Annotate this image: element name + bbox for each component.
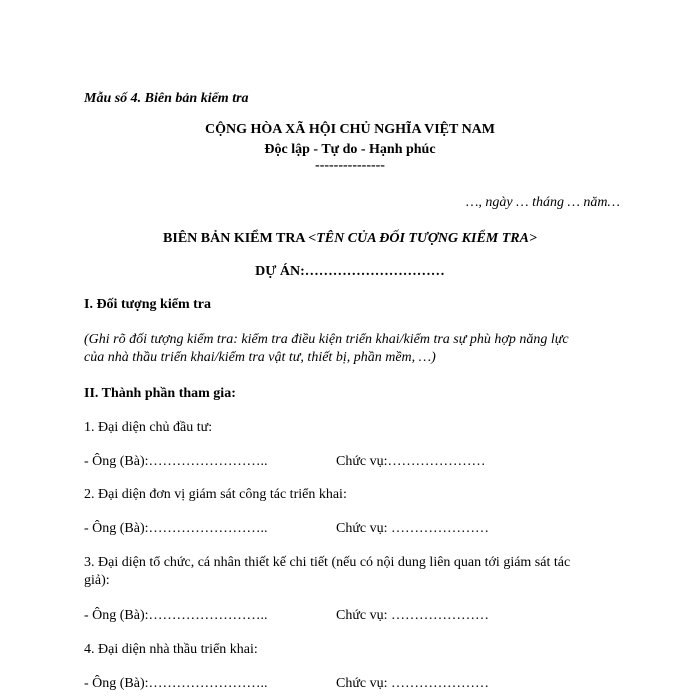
group3-name-field: - Ông (Bà):…………………….. (84, 608, 268, 623)
title-prefix: BIÊN BẢN KIỂM TRA (163, 231, 309, 246)
national-motto: Độc lập - Tự do - Hạnh phúc (264, 142, 436, 157)
section1-note-line1: (Ghi rõ đối tượng kiểm tra: kiểm tra điều kiện triển khai/kiểm tra sự phù hợp năng lực (84, 332, 569, 347)
group4-name-field: - Ông (Bà):…………………….. (84, 676, 268, 691)
group1-name-field: - Ông (Bà):…………………….. (84, 454, 268, 469)
section1-note-line2: của nhà thầu triển khai/kiểm tra vật tư, thiết bị, phần mềm, …) (84, 350, 436, 365)
section2-heading: II. Thành phần tham gia: (84, 386, 236, 401)
group4-title: 4. Đại diện nhà thầu triển khai: (84, 642, 258, 657)
group1-title: 1. Đại diện chủ đầu tư: (84, 420, 213, 435)
project-line: DỰ ÁN:………………………… (255, 264, 445, 279)
group3-title-line1: 3. Đại diện tổ chức, cá nhân thiết kế chi tiết (nếu có nội dung liên quan tới giám sát tác (84, 555, 571, 570)
form-label: Mẫu số 4. Biên bản kiểm tra (84, 91, 249, 106)
country-name: CỘNG HÒA XÃ HỘI CHỦ NGHĨA VIỆT NAM (204, 122, 495, 137)
document-title (0, 230, 700, 248)
date-line: …, ngày … tháng … năm… (465, 195, 620, 210)
group2-name-field: - Ông (Bà):…………………….. (84, 521, 268, 536)
group2-position-field: Chức vụ: ………………… (336, 521, 490, 536)
section1-heading: I. Đối tượng kiểm tra (84, 297, 211, 312)
group2-title: 2. Đại diện đơn vị giám sát công tác triển khai: (84, 487, 347, 502)
group3-title-line2: giả): (84, 573, 110, 588)
group3-position-field: Chức vụ: ………………… (336, 608, 490, 623)
group1-position-field: Chức vụ:………………… (336, 454, 486, 469)
header-separator: --------------- (315, 158, 385, 173)
title-object: <TÊN CỦA ĐỐI TƯỢNG KIỂM TRA> (308, 231, 537, 246)
group4-position-field: Chức vụ: ………………… (336, 676, 490, 691)
